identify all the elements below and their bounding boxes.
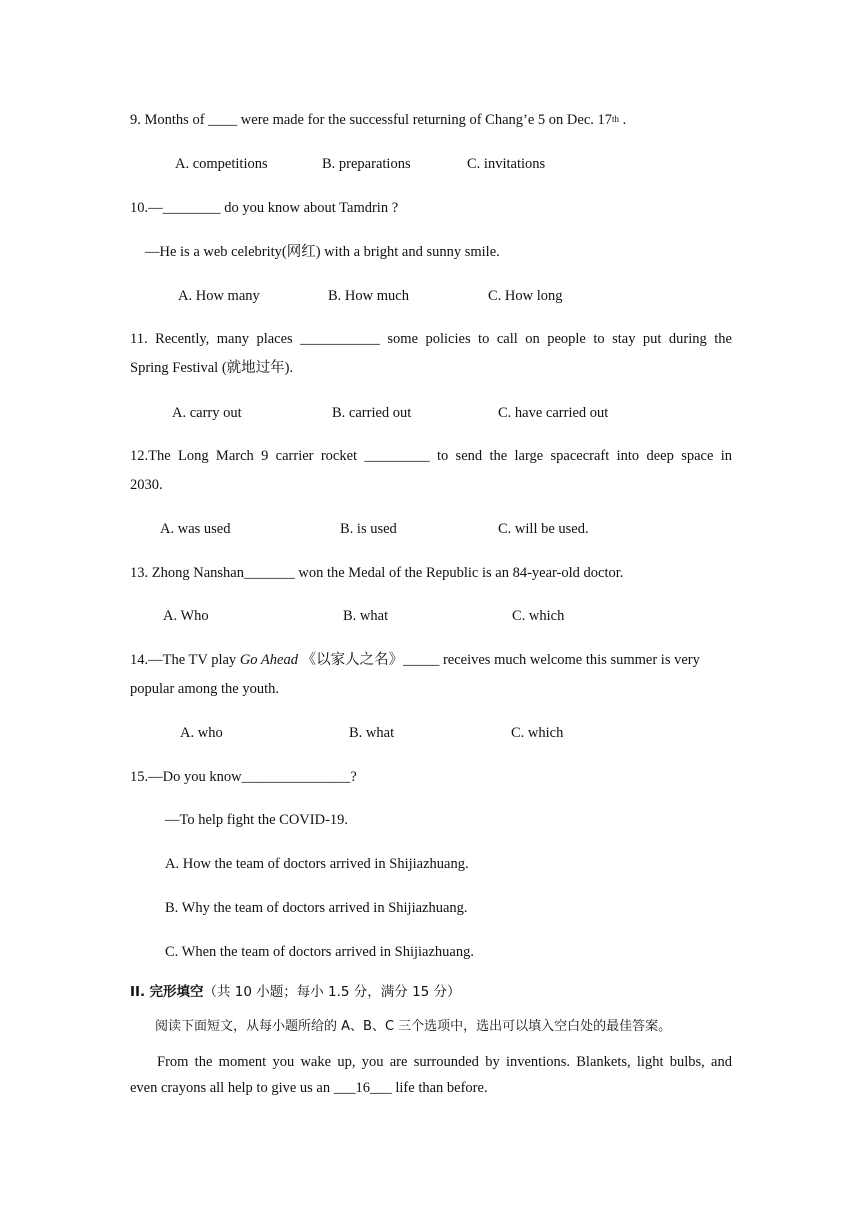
passage-line-2 [130, 1079, 488, 1097]
q10-answer: —He is a web celebrity(网红) with a bright and sunny smile. [145, 244, 500, 260]
q10-blank: ________ [162, 200, 221, 216]
q14-option-a: A. who [180, 725, 223, 741]
q9-option-a: A. competitions [175, 156, 268, 172]
q10-option-a: A. How many [178, 288, 260, 304]
section-2-note: （共 10 小题；每小 1.5 分，满分 15 分） [203, 984, 461, 1000]
passage-line-1: From the moment you wake up, you are surrounded by inventions. Blankets, light bulbs, and [157, 1054, 732, 1070]
q14-prefix: 14.—The TV play [130, 652, 240, 668]
question-12-line-1: 12.The Long March 9 carrier rocket _________ to send the large spacecraft into deep space in [130, 448, 732, 464]
question-14-line-2: popular among the youth. [130, 681, 280, 697]
q9-superscript: th [612, 114, 620, 124]
q9-option-b: B. preparations [322, 156, 411, 172]
question-9 [130, 111, 626, 129]
question-10 [130, 199, 398, 217]
section-2-instruction: 阅读下面短文，从每小题所给的 A、B、C 三个选项中，选出可以填入空白处的最佳答案。 [155, 1019, 672, 1034]
question-13: 13. Zhong Nanshan_______ won the Medal of the Republic is an 84-year-old doctor. [130, 565, 624, 581]
q14-option-b: B. what [349, 725, 395, 741]
q15-option-a: A. How the team of doctors arrived in Shijiazhuang. [165, 856, 469, 872]
q9-suffix: . [619, 112, 627, 128]
q13-option-c: C. which [512, 608, 565, 624]
q11-option-a: A. carry out [172, 405, 242, 421]
section-2-heading [130, 983, 461, 1001]
q11-option-b: B. carried out [332, 405, 412, 421]
question-11-line-2: Spring Festival (就地过年). [130, 360, 294, 376]
q14-suffix: 《以家人之名》_____ receives much welcome this summer is very [297, 652, 700, 668]
question-14-line-1 [130, 651, 732, 669]
q15-answer: —To help fight the COVID-19. [165, 812, 349, 828]
question-15: 15.—Do you know_______________? [130, 769, 357, 785]
q9-middle: were made for the successful returning of Chang’e 5 on Dec. 17 [237, 112, 613, 128]
q10-prefix: 10.— [130, 200, 163, 216]
q15-option-c: C. When the team of doctors arrived in Shijiazhuang. [165, 944, 474, 960]
q11-option-c: C. have carried out [498, 405, 609, 421]
section-2-roman: II. [130, 984, 146, 1000]
q13-option-a: A. Who [163, 608, 209, 624]
passage-line-2-prefix: even crayons all help to give us an [130, 1080, 334, 1096]
passage-line-2-suffix: life than before. [391, 1080, 488, 1096]
q9-prefix: 9. Months of [130, 112, 209, 128]
passage-blank-16: ___16___ [333, 1080, 392, 1096]
q13-option-b: B. what [343, 608, 389, 624]
question-12-line-2: 2030. [130, 477, 163, 493]
q14-line-1-text [130, 651, 700, 669]
q9-blank: ____ [208, 112, 238, 128]
q14-title-italic: Go Ahead [239, 652, 298, 668]
q15-option-b: B. Why the team of doctors arrived in Shijiazhuang. [165, 900, 468, 916]
q12-option-c: C. will be used. [498, 521, 589, 537]
q14-option-c: C. which [511, 725, 564, 741]
q10-option-c: C. How long [488, 288, 563, 304]
q12-option-a: A. was used [160, 521, 231, 537]
q10-option-b: B. How much [328, 288, 409, 304]
q9-option-c: C. invitations [467, 156, 546, 172]
q12-option-b: B. is used [340, 521, 397, 537]
question-11-line-1: 11. Recently, many places ___________ some policies to call on people to stay put during the [130, 331, 732, 347]
section-2-title: 完形填空 [149, 984, 204, 1000]
q10-suffix: do you know about Tamdrin ? [220, 200, 399, 216]
